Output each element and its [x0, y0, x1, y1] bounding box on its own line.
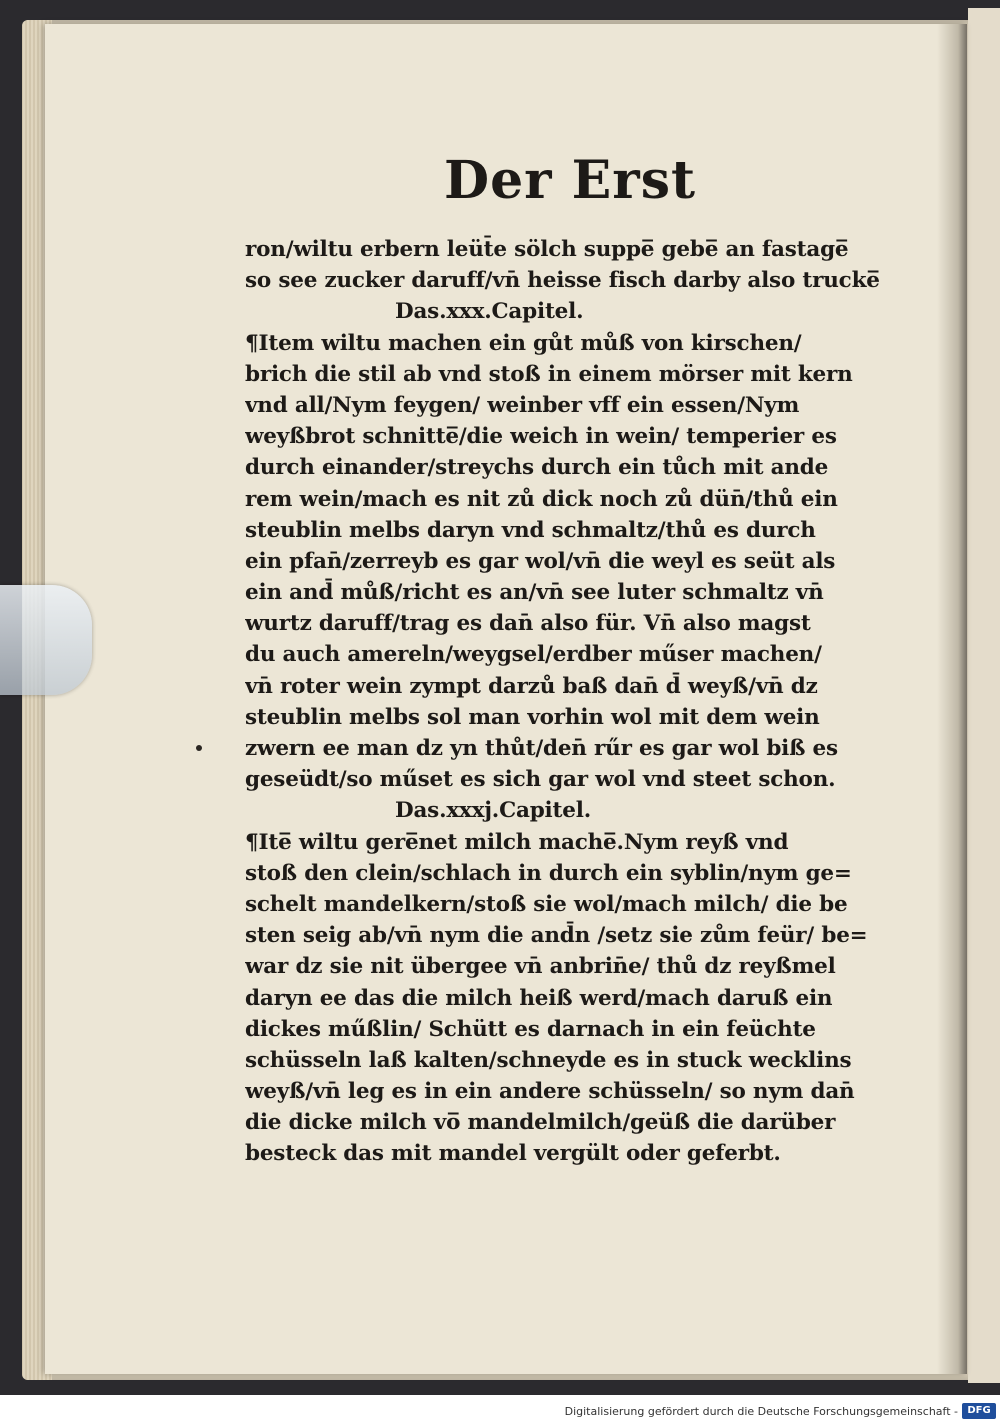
- text-line: zwern ee man dz yn thůt/den̄ rűr es gar wol biß es: [245, 736, 838, 761]
- text-line: weyß/vn̄ leg es in ein andere schüsseln/ so nym dan̄: [245, 1079, 855, 1105]
- margin-mark: [196, 745, 202, 751]
- text-line: ¶Ite̅ wiltu gere̅net milch mache̅.Nym reyß vnd: [245, 829, 789, 855]
- text-line: besteck das mit mandel vergült oder geferbt.: [245, 1141, 781, 1167]
- text-line: vnd all/Nym feygen/ weinber vff ein essen/Nym: [245, 392, 800, 418]
- text-line: weyßbrot schnitte̅/die weich in wein/ temperier es: [245, 424, 837, 450]
- page-heading: Der Erst: [443, 150, 696, 211]
- text-line: war dz sie nit übergee vn̄ anbrin̄e/ thů dz reyßmel: [245, 954, 836, 980]
- text-line: steublin melbs sol man vorhin wol mit dem wein: [245, 704, 820, 730]
- text-line: sten seig ab/vn̄ nym die and̄n /setz sie zům feür/ be=: [245, 923, 868, 949]
- chapter-heading: Das.xxx.Capitel.: [395, 299, 584, 325]
- text-line: ron/wiltu erbern leüt̄e sölch suppe̅ gebe̅ an fastage̅: [245, 237, 849, 262]
- text-line: durch einander/streychs durch ein tůch mit ande: [245, 455, 829, 481]
- text-line: vn̄ roter wein zympt darzů baß dan̄ d̄ weyß/vn̄ dz: [245, 673, 818, 699]
- text-line: so see zucker daruff/vn̄ heisse fisch darby also trucke̅: [245, 268, 880, 294]
- dfg-logo: DFG: [962, 1403, 996, 1419]
- text-line: stoß den clein/schlach in durch ein syblin/nym ge=: [245, 860, 852, 886]
- text-line: ein and̄ můß/richt es an/vn̄ see luter schmaltz vn̄: [245, 580, 824, 606]
- text-line: daryn ee das die milch heiß werd/mach daruß ein: [245, 985, 833, 1011]
- text-line: geseüdt/so műset es sich gar wol vnd steet schon.: [245, 767, 836, 793]
- body-text: [245, 234, 895, 1170]
- text-line: schelt mandelkern/stoß sie wol/mach milch/ die be: [245, 891, 848, 917]
- facing-page: [968, 8, 1000, 1383]
- page-gutter: [937, 24, 967, 1374]
- text-line: brich die stil ab vnd stoß in einem mörser mit kern: [245, 361, 853, 387]
- chapter-heading: Das.xxxj.Capitel.: [395, 798, 591, 824]
- text-line: steublin melbs daryn vnd schmaltz/thů es durch: [245, 517, 816, 543]
- text-line: ¶Item wiltu machen ein gůt můß von kirschen/: [245, 330, 802, 356]
- footer-credit: Digitalisierung gefördert durch die Deutsche Forschungsgemeinschaft -: [564, 1405, 958, 1418]
- footer-bar: [0, 1395, 1000, 1425]
- text-line: schüsseln laß kalten/schneyde es in stuck wecklins: [245, 1047, 852, 1073]
- text-line: ein pfan̄/zerreyb es gar wol/vn̄ die weyl es seüt als: [245, 548, 836, 574]
- text-line: dickes műßlin/ Schütt es darnach in ein feüchte: [245, 1016, 816, 1042]
- text-line: die dicke milch vo̅ mandelmilch/geüß die darüber: [245, 1110, 836, 1136]
- text-line: wurtz daruff/trag es dan̄ also für. Vn̄ also magst: [245, 611, 811, 637]
- text-line: du auch amereln/weygsel/erdber műser machen/: [245, 642, 822, 668]
- text-line: rem wein/mach es nit zů dick noch zů dün̄/thů ein: [245, 486, 838, 512]
- book-clip: [0, 585, 92, 695]
